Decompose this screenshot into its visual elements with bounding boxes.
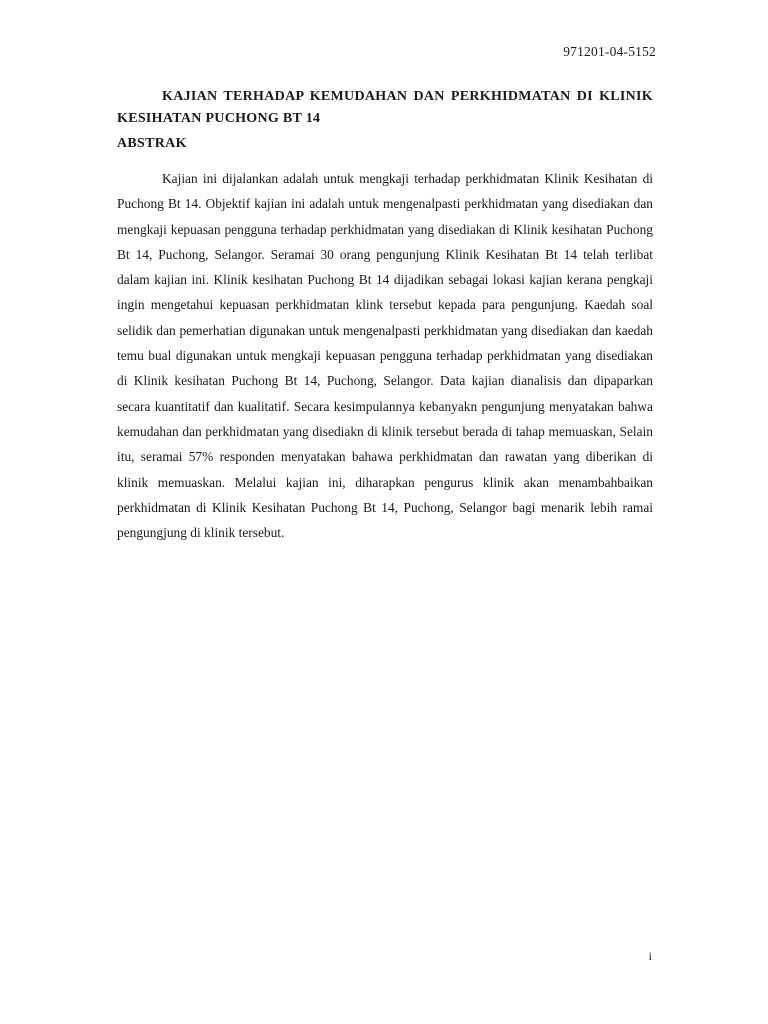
page-number: i [648,949,652,963]
document-id: 971201-04-5152 [563,44,656,59]
abstract-heading: ABSTRAK [117,136,187,151]
document-title: KAJIAN TERHADAP KEMUDAHAN DAN PERKHIDMATAN DI KLINIK KESIHATAN PUCHONG BT 14 [117,89,653,126]
abstract-paragraph: Kajian ini dijalankan adalah untuk mengkaji terhadap perkhidmatan Klinik Kesihatan di Puchong Bt 14. Objektif kajian ini adalah untuk mengenalpasti perkhidmatan yang disediakan dan mengkaji kepuasan pengguna terhadap perkhidmatan yang disediakan di Klinik kesihatan Puchong Bt 14, Puchong, Selangor. Seramai 30 orang pengunjung Klinik Kesihatan Bt 14 telah terlibat dalam kajian ini. Klinik kesihatan Puchong Bt 14 dijadikan sebagai lokasi kajian kerana pengkaji ingin mengetahui kepuasan perkhidmatan klink tersebut kepada para pengunjung. Kaedah soal selidik dan pemerhatian digunakan untuk mengenalpasti perkhidmatan yang disediakan dan kaedah temu bual digunakan untuk mengkaji kepuasan pengguna terhadap perkhidmatan yang disediakan di Klinik kesihatan Puchong Bt 14, Puchong, Selangor. Data kajian dianalisis dan dipaparkan secara kuantitatif dan kualitatif. Secara kesimpulannya kebanyakn pengunjung menyatakan bahwa kemudahan dan perkhidmatan yang disediakn di klinik tersebut berada di tahap memuaskan, Selain itu, seramai 57% responden menyatakan bahawa perkhidmatan dan rawatan yang diberikan di klinik memuaskan. Melalui kajian ini, diharapkan pengurus klinik akan menambahbaikan perkhidmatan di Klinik Kesihatan Puchong Bt 14, Puchong, Selangor bagi menarik lebih ramai pengungjung di klinik tersebut. [117,171,653,541]
